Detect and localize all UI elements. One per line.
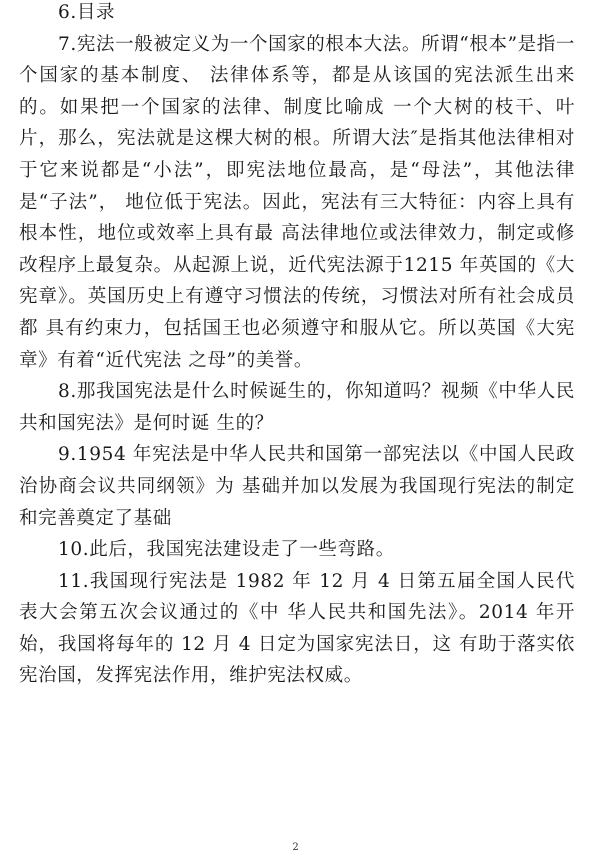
paragraph-9: 9.1954 年宪法是中华人民共和国第一部宪法以《中国人民政治协商会议共同纲领》为 基础并加以发展为我国现行宪法的制定和完善奠定了基础 xyxy=(19,444,575,529)
page-number: 2 xyxy=(292,842,299,853)
document-body xyxy=(19,0,575,692)
paragraph-11: 11.我国现行宪法是 1982 年 12 月 4 日第五届全国人民代表大会第五次会议通过的《中 华人民共和国先法》。2014 年开始，我国将每年的 12 月 4 日定为国家宪法日，这 有助于落实依宪治国，发挥宪法作用，维护宪法权威。 xyxy=(19,570,575,687)
paragraph-7: 7.宪法一般被定义为一个国家的根本大法。所谓“根本”是指一个国家的基本制度、 法律体系等，都是从该国的宪法派生出来的。如果把一个国家的法律、制度比喻成 一个大树的枝干、叶片，那么，宪法就是这棵大树的根。所谓大法″是指其他法律相对于它来说都是“小法”，即宪法地位最高，是“母法”，其他法律是“子法”， 地位低于宪法。因此，宪法有三大特征：内容上具有根本性，地位或效率上具有最 高法律地位或法律效力，制定或修改程序上最复杂。从起源上说，近代宪法源于1215 年英国的《大宪章》。英国历史上有遵守习惯法的传统，习惯法对所有社会成员都 具有约束力，包括国王也必须遵守和服从它。所以英国《大宪章》有着“近代宪法 之母”的美誉。 xyxy=(19,33,575,371)
paragraph-6: 6.目录 xyxy=(58,2,116,23)
paragraph-10: 10.此后，我国宪法建设走了一些弯路。 xyxy=(58,539,395,561)
paragraph-8: 8.那我国宪法是什么时候诞生的，你知道吗？视频《中华人民共和国宪法》是何时诞 生的？ xyxy=(19,381,575,434)
